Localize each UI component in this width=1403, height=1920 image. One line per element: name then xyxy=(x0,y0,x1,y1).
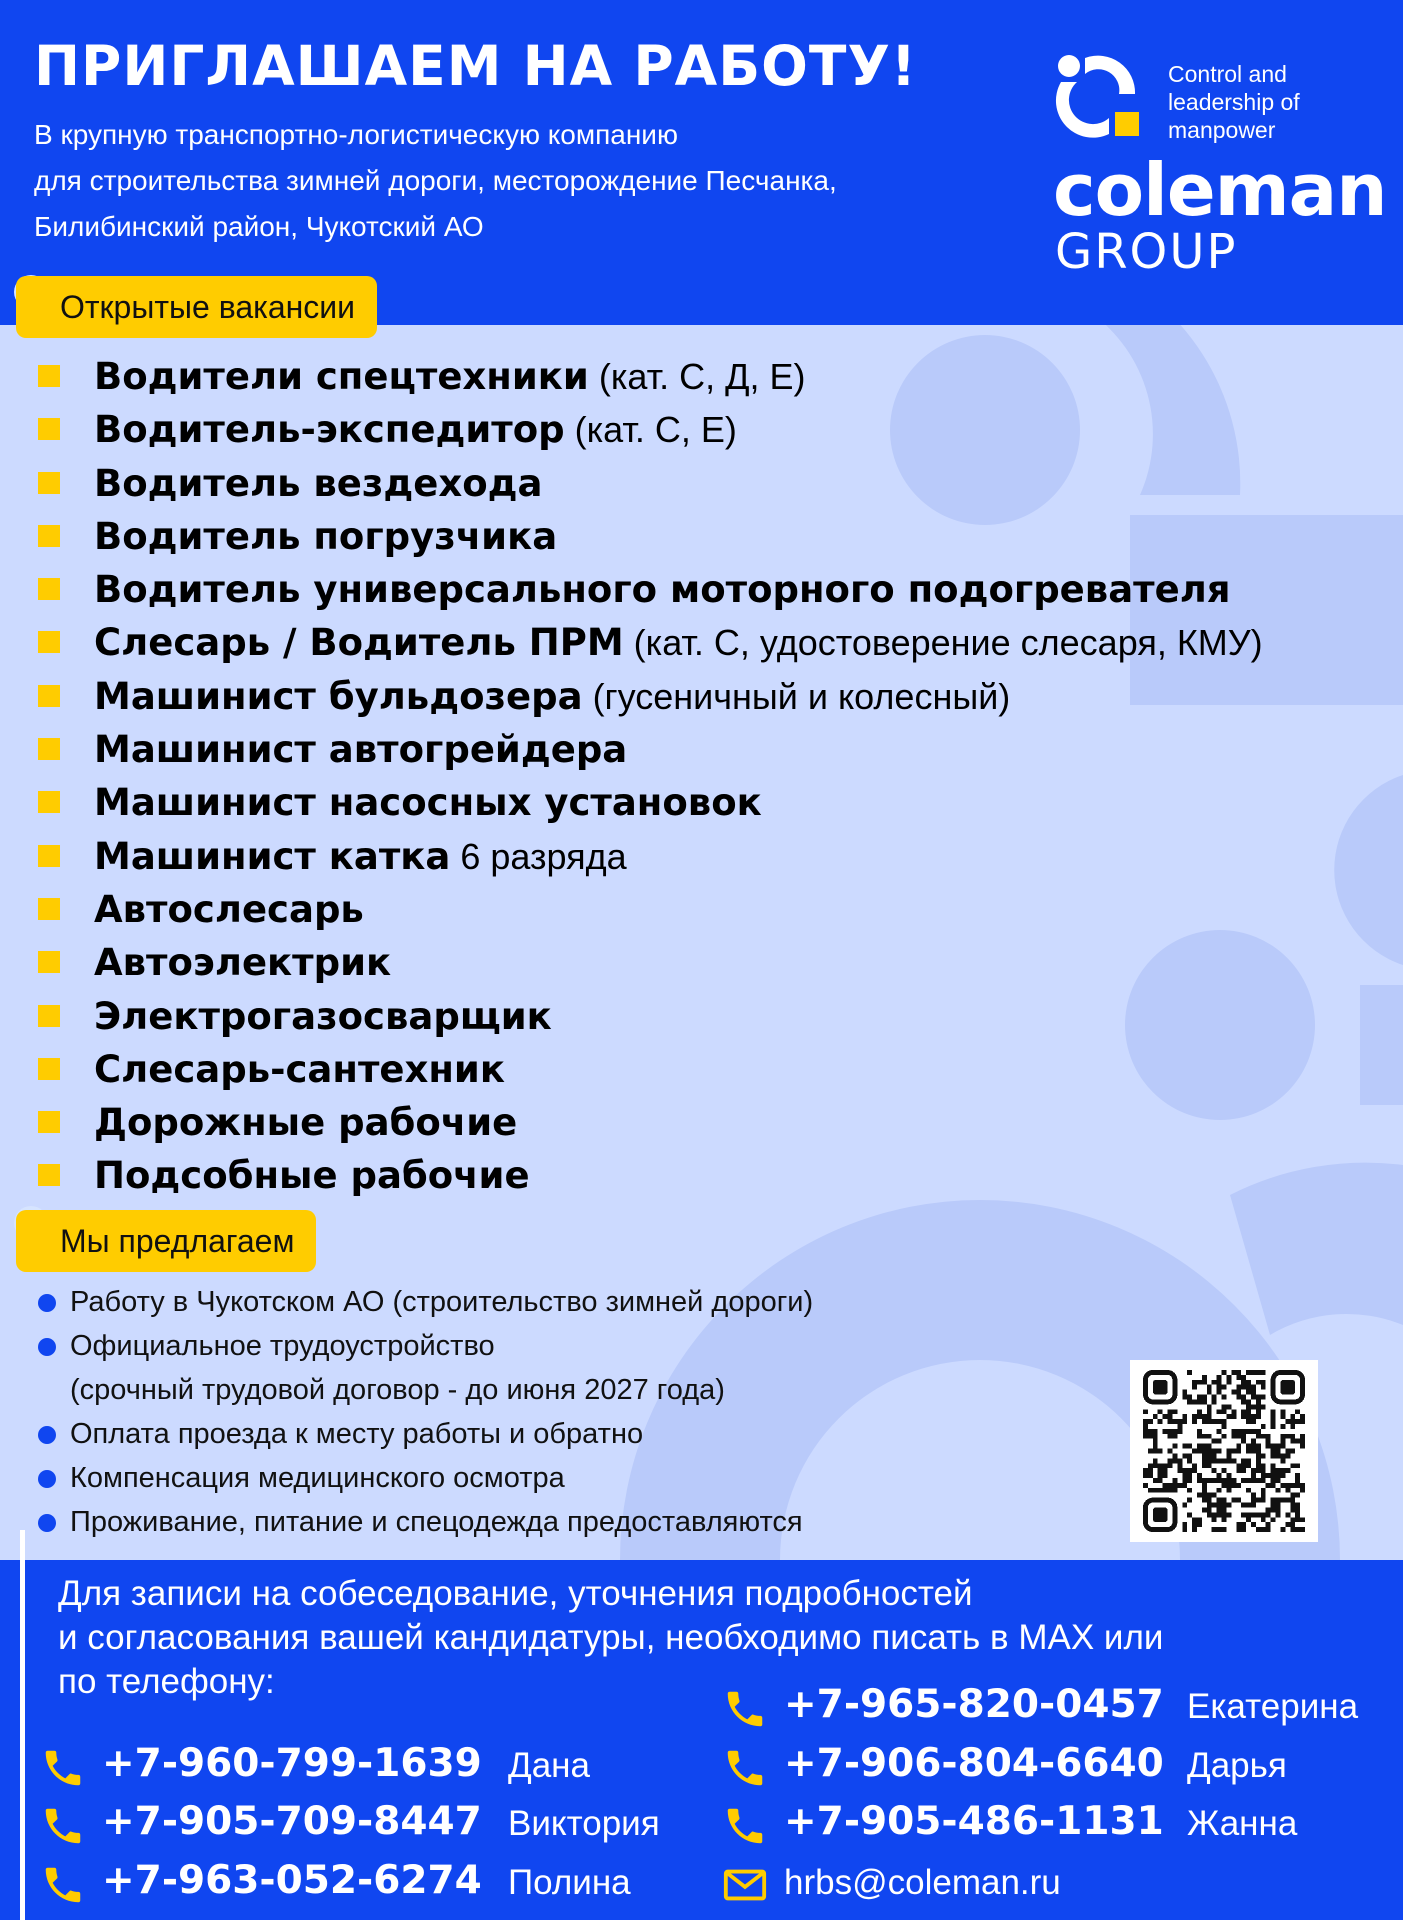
phone-number[interactable]: +7-963-052-6274 xyxy=(102,1858,482,1903)
bullet-square xyxy=(38,365,60,387)
qr-code[interactable] xyxy=(1130,1360,1318,1542)
phone-icon xyxy=(722,1686,768,1732)
contact-name: Дарья xyxy=(1187,1746,1287,1785)
footer-divider xyxy=(20,1530,25,1920)
list-item: Водители спецтехники (кат. С, Д, Е) xyxy=(32,350,1263,403)
list-item: Машинист насосных установок xyxy=(32,776,1263,829)
list-item: Машинист автогрейдера xyxy=(32,723,1263,776)
bullet-square xyxy=(38,898,60,920)
logo-tagline: Control and leadership of manpower xyxy=(1168,61,1300,143)
subtitle-line: В крупную транспортно-логистическую компанию xyxy=(34,119,678,150)
bullet-square xyxy=(38,1058,60,1080)
contact-name: Жанна xyxy=(1187,1804,1298,1843)
phone-icon xyxy=(40,1745,86,1791)
list-item: Слесарь-сантехник xyxy=(32,1043,1263,1096)
bullet-square xyxy=(38,1005,60,1027)
page-title: ПРИГЛАШАЕМ НА РАБОТУ! xyxy=(34,34,917,98)
vacancies-list xyxy=(32,350,1263,1203)
bullet-dot xyxy=(38,1470,56,1488)
contact-name: Полина xyxy=(508,1863,631,1902)
list-item: Автоэлектрик xyxy=(32,936,1263,989)
bullet-square xyxy=(38,578,60,600)
subtitle-line: для строительства зимней дороги, месторождение Песчанка, xyxy=(34,165,837,196)
email-address[interactable]: hrbs@coleman.ru xyxy=(784,1863,1061,1902)
bullet-square xyxy=(38,791,60,813)
bullet-square xyxy=(38,1164,60,1186)
envelope-icon xyxy=(722,1862,768,1908)
phone-number[interactable]: +7-906-804-6640 xyxy=(784,1741,1164,1786)
list-item: Компенсация медицинского осмотра xyxy=(38,1456,813,1500)
contact-polina[interactable] xyxy=(40,1854,700,1908)
phone-number[interactable]: +7-905-709-8447 xyxy=(102,1799,482,1844)
bullet-square xyxy=(38,472,60,494)
list-item: Водитель вездехода xyxy=(32,457,1263,510)
bullet-square xyxy=(38,951,60,973)
offers-heading: Мы предлагаем xyxy=(16,1210,316,1272)
contact-name: Дана xyxy=(508,1746,590,1785)
list-item: Оплата проезда к месту работы и обратно xyxy=(38,1412,813,1456)
list-item: Водитель-экспедитор (кат. С, Е) xyxy=(32,403,1263,456)
list-item: Официальное трудоустройство (срочный трудовой договор - до июня 2027 года) xyxy=(38,1324,813,1412)
contact-viktoria[interactable] xyxy=(40,1795,700,1849)
email-contact[interactable] xyxy=(722,1854,1382,1908)
subtitle-line: Билибинский район, Чукотский АО xyxy=(34,211,484,242)
contact-dana[interactable] xyxy=(40,1737,700,1791)
bullet-square xyxy=(38,738,60,760)
subtitle xyxy=(34,112,1014,250)
bullet-dot xyxy=(38,1294,56,1312)
list-item: Водитель универсального моторного подогревателя xyxy=(32,563,1263,616)
bullet-square xyxy=(38,845,60,867)
bullet-square xyxy=(38,1111,60,1133)
phone-icon xyxy=(722,1803,768,1849)
list-item: Электрогазосварщик xyxy=(32,990,1263,1043)
bullet-dot xyxy=(38,1338,56,1356)
qr-code-icon xyxy=(1140,1370,1308,1532)
list-item: Слесарь / Водитель ПРМ (кат. С, удостоверение слесаря, КМУ) xyxy=(32,616,1263,669)
call-to-action: Для записи на собеседование, уточнения подробностей и согласования вашей кандидатуры, необходимо писать в MAX или по телефону: xyxy=(58,1574,1164,1701)
phone-icon xyxy=(40,1803,86,1849)
contact-name: Виктория xyxy=(508,1804,660,1843)
list-item: Проживание, питание и спецодежда предоставляются xyxy=(38,1500,813,1544)
logo-name: coleman xyxy=(1053,148,1387,232)
phone-icon xyxy=(40,1862,86,1908)
contact-zhanna[interactable] xyxy=(722,1795,1382,1849)
logo-group: GROUP xyxy=(1055,224,1238,280)
contact-name: Екатерина xyxy=(1187,1687,1359,1726)
contact-ekaterina[interactable] xyxy=(722,1678,1382,1732)
offers-list xyxy=(38,1280,813,1544)
bullet-dot xyxy=(38,1426,56,1444)
bullet-square xyxy=(38,525,60,547)
phone-number[interactable]: +7-960-799-1639 xyxy=(102,1741,482,1786)
phone-number[interactable]: +7-905-486-1131 xyxy=(784,1799,1164,1844)
bullet-dot xyxy=(38,1514,56,1532)
list-item: Водитель погрузчика xyxy=(32,510,1263,563)
contact-darya[interactable] xyxy=(722,1737,1382,1791)
bullet-square xyxy=(38,631,60,653)
list-item: Работу в Чукотском АО (строительство зимней дороги) xyxy=(38,1280,813,1324)
coleman-logo-icon xyxy=(1055,52,1141,138)
list-item: Машинист бульдозера (гусеничный и колесный) xyxy=(32,670,1263,723)
list-item: Подсобные рабочие xyxy=(32,1149,1263,1202)
bullet-square xyxy=(38,418,60,440)
phone-number[interactable]: +7-965-820-0457 xyxy=(784,1682,1164,1727)
phone-icon xyxy=(722,1745,768,1791)
list-item: Дорожные рабочие xyxy=(32,1096,1263,1149)
bullet-square xyxy=(38,685,60,707)
list-item: Автослесарь xyxy=(32,883,1263,936)
list-item: Машинист катка 6 разряда xyxy=(32,830,1263,883)
vacancies-heading: Открытые вакансии xyxy=(16,276,377,338)
